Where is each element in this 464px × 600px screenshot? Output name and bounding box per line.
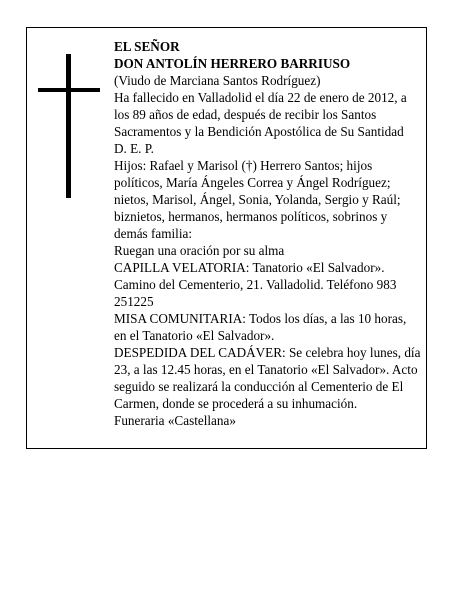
deceased-name: DON ANTOLÍN HERRERO BARRIUSO xyxy=(114,56,351,71)
prayer-request: Ruegan una oración por su alma xyxy=(114,243,285,258)
cross-horizontal-bar xyxy=(38,88,100,92)
family-list: Hijos: Rafael y Marisol (†) Herrero Santos; hijos políticos, María Ángeles Correa y Ángel Rodríguez; nietos, Marisol, Ángel, Sonia, Yolanda, Sergio y Raúl; biznietos, hermanos, hermanos políticos, sobrinos y demás familia: xyxy=(114,158,401,241)
rip-line: D. E. P. xyxy=(114,141,154,156)
widower-line: (Viudo de Marciana Santos Rodríguez) xyxy=(114,73,321,88)
chapel-info: CAPILLA VELATORIA: Tanatorio «El Salvador». Camino del Cementerio, 21. Valladolid. Teléfono 983 251225 xyxy=(114,260,397,309)
obituary-title: EL SEÑOR xyxy=(114,39,180,54)
mass-info: MISA COMUNITARIA: Todos los días, a las 10 horas, en el Tanatorio «El Salvador». xyxy=(114,311,407,343)
obituary-text xyxy=(114,38,422,429)
cross-vertical-bar xyxy=(66,54,71,198)
funeral-home: Funeraria «Castellana» xyxy=(114,413,236,428)
cross-icon xyxy=(38,54,100,198)
farewell-info: DESPEDIDA DEL CADÁVER: Se celebra hoy lunes, día 23, a las 12.45 horas, en el Tanatorio «El Salvador». Acto seguido se realizará la conducción al Cementerio de El Carmen, donde se procederá a su inhumación. xyxy=(114,345,421,411)
death-announcement: Ha fallecido en Valladolid el día 22 de enero de 2012, a los 89 años de edad, después de recibir los Santos Sacramentos y la Bendición Apostólica de Su Santidad xyxy=(114,90,407,139)
